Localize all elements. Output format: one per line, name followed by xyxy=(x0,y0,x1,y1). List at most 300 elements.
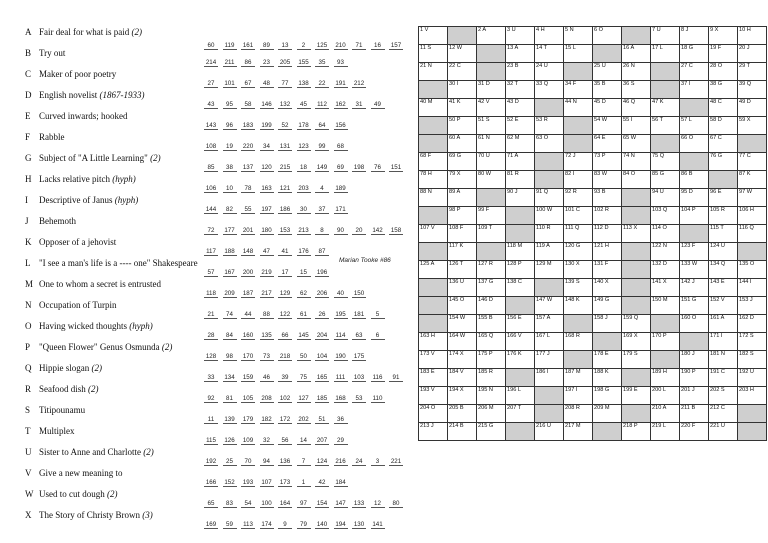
grid-cell[interactable] xyxy=(535,207,564,225)
grid-cell[interactable] xyxy=(564,99,593,117)
answer-blank[interactable]: 120 xyxy=(261,164,272,171)
answer-blank[interactable]: 148 xyxy=(242,248,254,255)
answer-blank[interactable]: 101 xyxy=(224,80,235,87)
answer-blank[interactable]: 90 xyxy=(334,227,348,235)
answer-blank[interactable]: 184 xyxy=(335,479,346,486)
answer-blank[interactable]: 20 xyxy=(352,227,366,235)
answer-blank[interactable]: 29 xyxy=(334,437,348,445)
grid-cell[interactable] xyxy=(709,423,738,441)
answer-blank[interactable]: 134 xyxy=(224,374,235,381)
grid-cell[interactable] xyxy=(535,135,564,153)
grid-cell[interactable] xyxy=(593,387,622,405)
answer-blank[interactable]: 171 xyxy=(335,206,346,213)
grid-cell[interactable] xyxy=(477,297,506,315)
answer-blank[interactable]: 46 xyxy=(260,374,274,382)
answer-blank[interactable]: 200 xyxy=(242,269,254,276)
answer-blank[interactable]: 197 xyxy=(261,206,272,213)
answer-blank[interactable]: 32 xyxy=(260,437,274,445)
grid-cell[interactable] xyxy=(593,207,622,225)
grid-cell[interactable] xyxy=(419,189,448,207)
grid-cell[interactable] xyxy=(709,27,738,45)
grid-cell[interactable] xyxy=(738,27,767,45)
grid-cell[interactable] xyxy=(419,423,448,441)
answer-blank[interactable]: 86 xyxy=(241,59,255,67)
answer-blank[interactable]: 155 xyxy=(298,59,309,66)
answer-blank[interactable]: 65 xyxy=(204,500,218,508)
answer-blank[interactable]: 118 xyxy=(204,290,218,298)
grid-cell[interactable] xyxy=(448,189,477,207)
grid-cell[interactable] xyxy=(738,99,767,117)
grid-cell[interactable] xyxy=(622,333,651,351)
answer-blank[interactable]: 21 xyxy=(204,311,218,319)
grid-cell[interactable] xyxy=(506,171,535,189)
grid-cell[interactable] xyxy=(680,279,709,297)
grid-cell[interactable] xyxy=(738,171,767,189)
grid-cell[interactable] xyxy=(419,45,448,63)
grid-cell[interactable] xyxy=(622,135,651,153)
grid-cell[interactable] xyxy=(506,405,535,423)
answer-blank[interactable]: 114 xyxy=(334,332,348,340)
answer-blank[interactable]: 137 xyxy=(242,164,254,171)
grid-cell[interactable] xyxy=(477,27,506,45)
answer-blank[interactable]: 88 xyxy=(260,311,274,319)
grid-cell[interactable] xyxy=(477,315,506,333)
grid-cell[interactable] xyxy=(477,117,506,135)
answer-blank[interactable]: 27 xyxy=(204,80,218,88)
answer-blank[interactable]: 60 xyxy=(204,42,218,50)
answer-blank[interactable]: 7 xyxy=(297,458,311,466)
grid-cell[interactable] xyxy=(680,81,709,99)
answer-blank[interactable]: 144 xyxy=(205,206,217,213)
grid-cell[interactable] xyxy=(477,279,506,297)
answer-blank[interactable]: 74 xyxy=(223,311,237,319)
grid-cell[interactable] xyxy=(535,81,564,99)
answer-blank[interactable]: 78 xyxy=(241,185,255,193)
answer-blank[interactable]: 96 xyxy=(223,122,237,130)
answer-blank[interactable]: 131 xyxy=(279,143,291,150)
answer-blank[interactable]: 162 xyxy=(335,101,346,108)
grid-cell[interactable] xyxy=(448,153,477,171)
answer-blank[interactable]: 53 xyxy=(352,395,366,403)
answer-blank[interactable]: 68 xyxy=(334,143,348,151)
answer-blank[interactable]: 97 xyxy=(297,500,311,508)
answer-blank[interactable]: 122 xyxy=(279,311,291,318)
grid-cell[interactable] xyxy=(651,207,680,225)
grid-cell[interactable] xyxy=(738,279,767,297)
answer-blank[interactable]: 107 xyxy=(261,479,272,486)
answer-blank[interactable]: 51 xyxy=(315,416,329,424)
answer-blank[interactable]: 208 xyxy=(261,395,272,402)
answer-blank[interactable]: 127 xyxy=(298,395,309,402)
answer-blank[interactable]: 193 xyxy=(242,479,254,486)
grid-cell[interactable] xyxy=(738,63,767,81)
grid-cell[interactable] xyxy=(622,351,651,369)
answer-blank[interactable]: 11 xyxy=(204,416,218,424)
answer-blank[interactable]: 196 xyxy=(316,269,328,276)
grid-cell[interactable] xyxy=(709,387,738,405)
grid-cell[interactable] xyxy=(709,297,738,315)
grid-cell[interactable] xyxy=(564,153,593,171)
answer-blank[interactable]: 12 xyxy=(371,500,385,508)
grid-cell[interactable] xyxy=(477,153,506,171)
answer-blank[interactable]: 202 xyxy=(298,416,309,423)
grid-cell[interactable] xyxy=(448,243,477,261)
grid-cell[interactable] xyxy=(622,45,651,63)
grid-cell[interactable] xyxy=(477,387,506,405)
answer-blank[interactable]: 130 xyxy=(353,521,365,528)
grid-cell[interactable] xyxy=(535,315,564,333)
grid-cell[interactable] xyxy=(448,297,477,315)
answer-blank[interactable]: 52 xyxy=(278,122,292,130)
grid-cell[interactable] xyxy=(622,225,651,243)
answer-blank[interactable]: 2 xyxy=(297,42,311,50)
answer-blank[interactable]: 165 xyxy=(316,374,328,381)
answer-blank[interactable]: 188 xyxy=(224,248,235,255)
grid-cell[interactable] xyxy=(651,423,680,441)
answer-blank[interactable]: 103 xyxy=(353,374,365,381)
grid-cell[interactable] xyxy=(477,99,506,117)
answer-blank[interactable]: 41 xyxy=(278,248,292,256)
answer-blank[interactable]: 6 xyxy=(371,332,385,340)
grid-cell[interactable] xyxy=(506,261,535,279)
answer-blank[interactable]: 83 xyxy=(223,500,237,508)
grid-cell[interactable] xyxy=(709,117,738,135)
grid-cell[interactable] xyxy=(564,369,593,387)
grid-cell[interactable] xyxy=(680,351,709,369)
grid-cell[interactable] xyxy=(593,315,622,333)
answer-blank[interactable]: 109 xyxy=(242,437,254,444)
answer-blank[interactable]: 63 xyxy=(352,332,366,340)
answer-blank[interactable]: 129 xyxy=(279,290,291,297)
answer-blank[interactable]: 98 xyxy=(223,353,237,361)
answer-blank[interactable]: 30 xyxy=(297,206,311,214)
grid-cell[interactable] xyxy=(419,99,448,117)
grid-cell[interactable] xyxy=(651,279,680,297)
answer-blank[interactable]: 153 xyxy=(279,227,291,234)
grid-cell[interactable] xyxy=(477,261,506,279)
grid-cell[interactable] xyxy=(535,45,564,63)
answer-blank[interactable]: 164 xyxy=(279,500,291,507)
grid-cell[interactable] xyxy=(680,45,709,63)
grid-cell[interactable] xyxy=(419,333,448,351)
grid-cell[interactable] xyxy=(709,243,738,261)
answer-blank[interactable]: 149 xyxy=(316,164,328,171)
answer-blank[interactable]: 132 xyxy=(279,101,291,108)
grid-cell[interactable] xyxy=(506,135,535,153)
answer-blank[interactable]: 102 xyxy=(279,395,291,402)
answer-blank[interactable]: 174 xyxy=(261,521,272,528)
grid-cell[interactable] xyxy=(622,117,651,135)
grid-cell[interactable] xyxy=(680,243,709,261)
grid-cell[interactable] xyxy=(709,207,738,225)
answer-blank[interactable]: 221 xyxy=(390,458,402,465)
answer-blank[interactable]: 185 xyxy=(316,395,328,402)
answer-blank[interactable]: 4 xyxy=(315,185,329,193)
grid-cell[interactable] xyxy=(622,171,651,189)
answer-blank[interactable]: 115 xyxy=(204,437,218,445)
answer-blank[interactable]: 67 xyxy=(241,80,255,88)
grid-cell[interactable] xyxy=(738,333,767,351)
grid-cell[interactable] xyxy=(535,27,564,45)
answer-blank[interactable]: 16 xyxy=(371,42,385,50)
grid-cell[interactable] xyxy=(477,135,506,153)
grid-cell[interactable] xyxy=(651,171,680,189)
answer-blank[interactable]: 190 xyxy=(335,353,346,360)
grid-cell[interactable] xyxy=(419,27,448,45)
grid-cell[interactable] xyxy=(593,117,622,135)
grid-cell[interactable] xyxy=(738,153,767,171)
grid-cell[interactable] xyxy=(709,81,738,99)
answer-blank[interactable]: 99 xyxy=(315,143,329,151)
grid-cell[interactable] xyxy=(651,405,680,423)
answer-blank[interactable]: 182 xyxy=(261,416,272,423)
answer-blank[interactable]: 54 xyxy=(241,500,255,508)
answer-blank[interactable]: 146 xyxy=(261,101,272,108)
grid-cell[interactable] xyxy=(535,261,564,279)
grid-cell[interactable] xyxy=(593,99,622,117)
answer-blank[interactable]: 170 xyxy=(242,353,254,360)
grid-cell[interactable] xyxy=(535,117,564,135)
grid-cell[interactable] xyxy=(477,171,506,189)
grid-cell[interactable] xyxy=(593,279,622,297)
grid-cell[interactable] xyxy=(593,189,622,207)
answer-blank[interactable]: 140 xyxy=(316,521,328,528)
grid-cell[interactable] xyxy=(680,207,709,225)
grid-cell[interactable] xyxy=(680,171,709,189)
grid-cell[interactable] xyxy=(506,387,535,405)
grid-cell[interactable] xyxy=(709,153,738,171)
grid-cell[interactable] xyxy=(535,351,564,369)
answer-blank[interactable]: 94 xyxy=(260,458,274,466)
grid-cell[interactable] xyxy=(593,27,622,45)
answer-blank[interactable]: 37 xyxy=(315,206,329,214)
grid-cell[interactable] xyxy=(535,225,564,243)
answer-blank[interactable]: 81 xyxy=(223,395,237,403)
grid-cell[interactable] xyxy=(622,99,651,117)
grid-cell[interactable] xyxy=(709,261,738,279)
answer-blank[interactable]: 135 xyxy=(261,332,272,339)
grid-cell[interactable] xyxy=(738,225,767,243)
answer-blank[interactable]: 8 xyxy=(315,227,329,235)
answer-blank[interactable]: 104 xyxy=(316,353,328,360)
answer-blank[interactable]: 178 xyxy=(298,122,309,129)
grid-cell[interactable] xyxy=(564,279,593,297)
answer-blank[interactable]: 142 xyxy=(372,227,383,234)
grid-cell[interactable] xyxy=(419,351,448,369)
answer-blank[interactable]: 198 xyxy=(353,164,365,171)
grid-cell[interactable] xyxy=(709,315,738,333)
answer-blank[interactable]: 31 xyxy=(352,101,366,109)
answer-blank[interactable]: 22 xyxy=(315,80,329,88)
grid-cell[interactable] xyxy=(593,243,622,261)
answer-blank[interactable]: 89 xyxy=(260,42,274,50)
grid-cell[interactable] xyxy=(535,243,564,261)
grid-cell[interactable] xyxy=(738,81,767,99)
answer-blank[interactable]: 44 xyxy=(241,311,255,319)
grid-cell[interactable] xyxy=(680,405,709,423)
answer-blank[interactable]: 126 xyxy=(224,437,235,444)
grid-cell[interactable] xyxy=(448,117,477,135)
answer-blank[interactable]: 217 xyxy=(261,290,272,297)
grid-cell[interactable] xyxy=(738,351,767,369)
grid-cell[interactable] xyxy=(651,45,680,63)
grid-cell[interactable] xyxy=(564,45,593,63)
answer-blank[interactable]: 91 xyxy=(389,374,403,382)
answer-blank[interactable]: 40 xyxy=(334,290,348,298)
answer-blank[interactable]: 125 xyxy=(316,42,328,49)
grid-cell[interactable] xyxy=(419,153,448,171)
answer-blank[interactable]: 215 xyxy=(279,164,291,171)
answer-blank[interactable]: 95 xyxy=(223,101,237,109)
answer-blank[interactable]: 87 xyxy=(315,248,329,256)
grid-cell[interactable] xyxy=(680,315,709,333)
grid-cell[interactable] xyxy=(419,63,448,81)
grid-cell[interactable] xyxy=(651,27,680,45)
grid-cell[interactable] xyxy=(709,333,738,351)
answer-blank[interactable]: 211 xyxy=(223,59,237,67)
grid-cell[interactable] xyxy=(738,387,767,405)
grid-cell[interactable] xyxy=(738,45,767,63)
grid-cell[interactable] xyxy=(506,27,535,45)
answer-blank[interactable]: 136 xyxy=(279,458,291,465)
answer-blank[interactable]: 33 xyxy=(204,374,218,382)
answer-blank[interactable]: 167 xyxy=(224,269,235,276)
answer-blank[interactable]: 189 xyxy=(335,185,346,192)
grid-cell[interactable] xyxy=(622,315,651,333)
grid-cell[interactable] xyxy=(680,423,709,441)
grid-cell[interactable] xyxy=(535,63,564,81)
answer-blank[interactable]: 152 xyxy=(224,479,235,486)
answer-blank[interactable]: 195 xyxy=(335,311,346,318)
answer-blank[interactable]: 79 xyxy=(297,521,311,529)
grid-cell[interactable] xyxy=(738,261,767,279)
grid-cell[interactable] xyxy=(448,387,477,405)
answer-blank[interactable]: 113 xyxy=(241,521,255,529)
grid-cell[interactable] xyxy=(477,423,506,441)
answer-blank[interactable]: 13 xyxy=(278,42,292,50)
answer-blank[interactable]: 57 xyxy=(204,269,218,277)
answer-blank[interactable]: 201 xyxy=(242,227,254,234)
grid-cell[interactable] xyxy=(506,153,535,171)
grid-cell[interactable] xyxy=(593,135,622,153)
grid-cell[interactable] xyxy=(680,369,709,387)
grid-cell[interactable] xyxy=(448,99,477,117)
answer-blank[interactable]: 191 xyxy=(335,80,346,87)
answer-blank[interactable]: 100 xyxy=(261,500,272,507)
grid-cell[interactable] xyxy=(593,63,622,81)
answer-blank[interactable]: 186 xyxy=(279,206,291,213)
grid-cell[interactable] xyxy=(651,99,680,117)
answer-blank[interactable]: 69 xyxy=(334,164,348,172)
grid-cell[interactable] xyxy=(535,297,564,315)
grid-cell[interactable] xyxy=(506,243,535,261)
answer-blank[interactable]: 23 xyxy=(260,59,274,67)
grid-cell[interactable] xyxy=(709,225,738,243)
answer-blank[interactable]: 172 xyxy=(279,416,291,423)
answer-blank[interactable]: 210 xyxy=(335,42,346,49)
grid-cell[interactable] xyxy=(477,207,506,225)
answer-blank[interactable]: 66 xyxy=(278,332,292,340)
grid-cell[interactable] xyxy=(622,423,651,441)
grid-cell[interactable] xyxy=(564,207,593,225)
grid-cell[interactable] xyxy=(506,117,535,135)
answer-blank[interactable]: 70 xyxy=(241,458,255,466)
answer-blank[interactable]: 108 xyxy=(205,143,217,150)
answer-blank[interactable]: 205 xyxy=(279,59,291,66)
grid-cell[interactable] xyxy=(535,369,564,387)
grid-cell[interactable] xyxy=(680,117,709,135)
answer-blank[interactable]: 145 xyxy=(298,332,309,339)
answer-blank[interactable]: 204 xyxy=(316,332,328,339)
answer-blank[interactable]: 77 xyxy=(278,80,292,88)
answer-blank[interactable]: 139 xyxy=(224,416,235,423)
answer-blank[interactable]: 93 xyxy=(334,59,348,67)
answer-blank[interactable]: 39 xyxy=(278,374,292,382)
grid-cell[interactable] xyxy=(680,297,709,315)
answer-blank[interactable]: 111 xyxy=(334,374,348,382)
answer-blank[interactable]: 203 xyxy=(298,185,309,192)
grid-cell[interactable] xyxy=(419,369,448,387)
answer-blank[interactable]: 47 xyxy=(260,248,274,256)
answer-blank[interactable]: 24 xyxy=(352,458,366,466)
answer-blank[interactable]: 92 xyxy=(204,395,218,403)
grid-cell[interactable] xyxy=(680,63,709,81)
grid-cell[interactable] xyxy=(651,369,680,387)
answer-blank[interactable]: 138 xyxy=(298,80,309,87)
answer-blank[interactable]: 212 xyxy=(353,80,365,87)
answer-blank[interactable]: 56 xyxy=(278,437,292,445)
answer-blank[interactable]: 161 xyxy=(242,42,254,49)
answer-blank[interactable]: 169 xyxy=(205,521,217,528)
grid-cell[interactable] xyxy=(651,261,680,279)
grid-cell[interactable] xyxy=(448,171,477,189)
grid-cell[interactable] xyxy=(651,225,680,243)
answer-blank[interactable]: 14 xyxy=(297,437,311,445)
answer-blank[interactable]: 199 xyxy=(261,122,272,129)
grid-cell[interactable] xyxy=(709,45,738,63)
answer-blank[interactable]: 15 xyxy=(297,269,311,277)
answer-blank[interactable]: 179 xyxy=(242,416,254,423)
answer-blank[interactable]: 36 xyxy=(334,416,348,424)
answer-blank[interactable]: 85 xyxy=(204,164,218,172)
answer-blank[interactable]: 157 xyxy=(390,42,402,49)
grid-cell[interactable] xyxy=(680,135,709,153)
answer-blank[interactable]: 158 xyxy=(390,227,402,234)
answer-blank[interactable]: 18 xyxy=(297,164,311,172)
grid-cell[interactable] xyxy=(448,261,477,279)
answer-blank[interactable]: 156 xyxy=(335,122,346,129)
answer-blank[interactable]: 220 xyxy=(242,143,254,150)
answer-blank[interactable]: 128 xyxy=(205,353,217,360)
answer-blank[interactable]: 176 xyxy=(298,248,309,255)
answer-blank[interactable]: 50 xyxy=(297,353,311,361)
answer-blank[interactable]: 147 xyxy=(335,500,346,507)
answer-blank[interactable]: 72 xyxy=(204,227,218,235)
answer-blank[interactable]: 110 xyxy=(371,395,385,403)
grid-cell[interactable] xyxy=(419,387,448,405)
grid-cell[interactable] xyxy=(448,81,477,99)
grid-cell[interactable] xyxy=(448,279,477,297)
answer-blank[interactable]: 163 xyxy=(261,185,272,192)
grid-cell[interactable] xyxy=(564,261,593,279)
answer-blank[interactable]: 116 xyxy=(371,374,385,382)
grid-cell[interactable] xyxy=(651,333,680,351)
answer-blank[interactable]: 194 xyxy=(335,521,346,528)
grid-cell[interactable] xyxy=(651,243,680,261)
grid-cell[interactable] xyxy=(506,99,535,117)
answer-blank[interactable]: 218 xyxy=(279,353,291,360)
grid-cell[interactable] xyxy=(593,351,622,369)
